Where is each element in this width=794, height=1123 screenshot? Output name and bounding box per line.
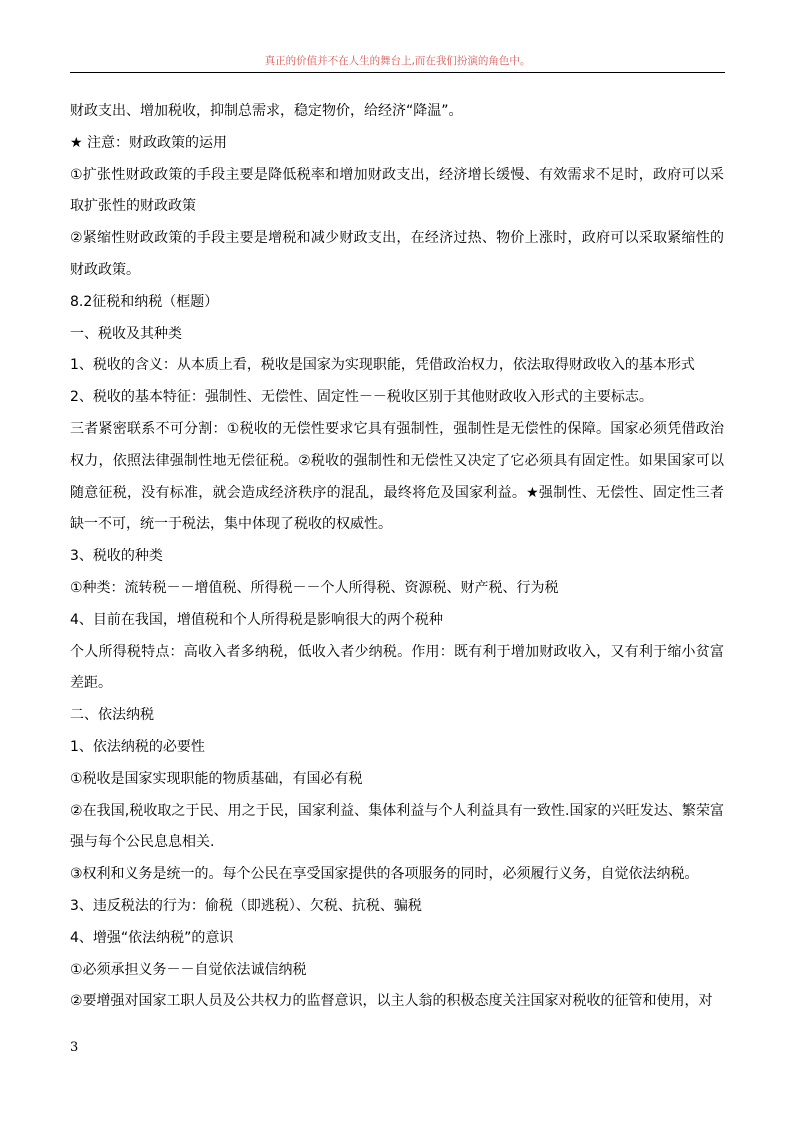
section-heading: 3、税收的种类 [70,548,163,565]
paragraph: 财政支出、增加税收，抑制总需求，稳定物价，给经济“降温”。 [70,103,463,119]
paragraph: ②紧缩性财政政策的手段主要是增税和减少财政支出，在经济过热、物价上涨时，政府可以采取紧缩性的财政政策。 [70,230,724,278]
paragraph: 三者紧密联系不可分割：①税收的无偿性要求它具有强制性，强制性是无偿性的保障。国家必须凭借政治权力，依照法律强制性地无偿征税。②税收的强制性和无偿性又决定了它必须具有固定性。如果国家可以随意征税，没有标准，就会造成经济秩序的混乱，最终将危及国家利益。★强制性、无偿性、固定性三者缺一不可，统一于税法，集中体现了税收的权威性。 [70,420,724,533]
paragraph: ①种类：流转税－－增值税、所得税－－个人所得税、资源税、财产税、行为税 [70,579,559,596]
paragraph: 3、违反税法的行为：偷税（即逃税）、欠税、抗税、骗税 [70,897,422,914]
paragraph: 1、税收的含义：从本质上看，税收是国家为实现职能，凭借政治权力，依法取得财政收入的基本形式 [70,357,695,374]
section-heading: 4、增强“依法纳税”的意识 [70,929,234,946]
paragraph: ①扩张性财政政策的手段主要是降低税率和增加财政支出，经济增长缓慢、有效需求不足时，政府可以采取扩张性的财政政策 [70,166,724,215]
page-header [70,52,725,73]
paragraph: ②在我国,税收取之于民、用之于民，国家利益、集体利益与个人利益具有一致性.国家的兴旺发达、繁荣富强与每个公民息息相关. [70,802,724,851]
page-number: 3 [70,1040,79,1055]
header-quote: 真正的价值并不在人生的舞台上,而在我们扮演的角色中。 [264,55,531,67]
paragraph: 个人所得税特点：高收入者多纳税，低收入者少纳税。作用：既有利于增加财政收入，又有利于缩小贫富差距。 [70,643,724,692]
paragraph-note-heading: ★ 注意：财政政策的运用 [70,134,228,151]
section-heading: 一、税收及其种类 [70,325,182,342]
paragraph: ①必须承担义务－－自觉依法诚信纳税 [70,961,307,978]
paragraph: 4、目前在我国，增值税和个人所得税是影响很大的两个税种 [70,611,443,628]
document-body [70,96,724,1018]
section-heading: 二、依法纳税 [70,707,154,724]
paragraph: ③权利和义务是统一的。每个公民在享受国家提供的各项服务的同时，必须履行义务，自觉依法纳税。 [70,866,699,883]
paragraph: ①税收是国家实现职能的物质基础，有国必有税 [70,770,363,787]
section-heading: 8.2征税和纳税（框题） [70,293,219,310]
section-heading: 1、依法纳税的必要性 [70,738,205,755]
paragraph: 2、税收的基本特征：强制性、无偿性、固定性－－税收区别于其他财政收入形式的主要标志。 [70,389,653,406]
paragraph: ②要增强对国家工职人员及公共权力的监督意识，以主人翁的积极态度关注国家对税收的征管和使用，对 [70,993,713,1010]
